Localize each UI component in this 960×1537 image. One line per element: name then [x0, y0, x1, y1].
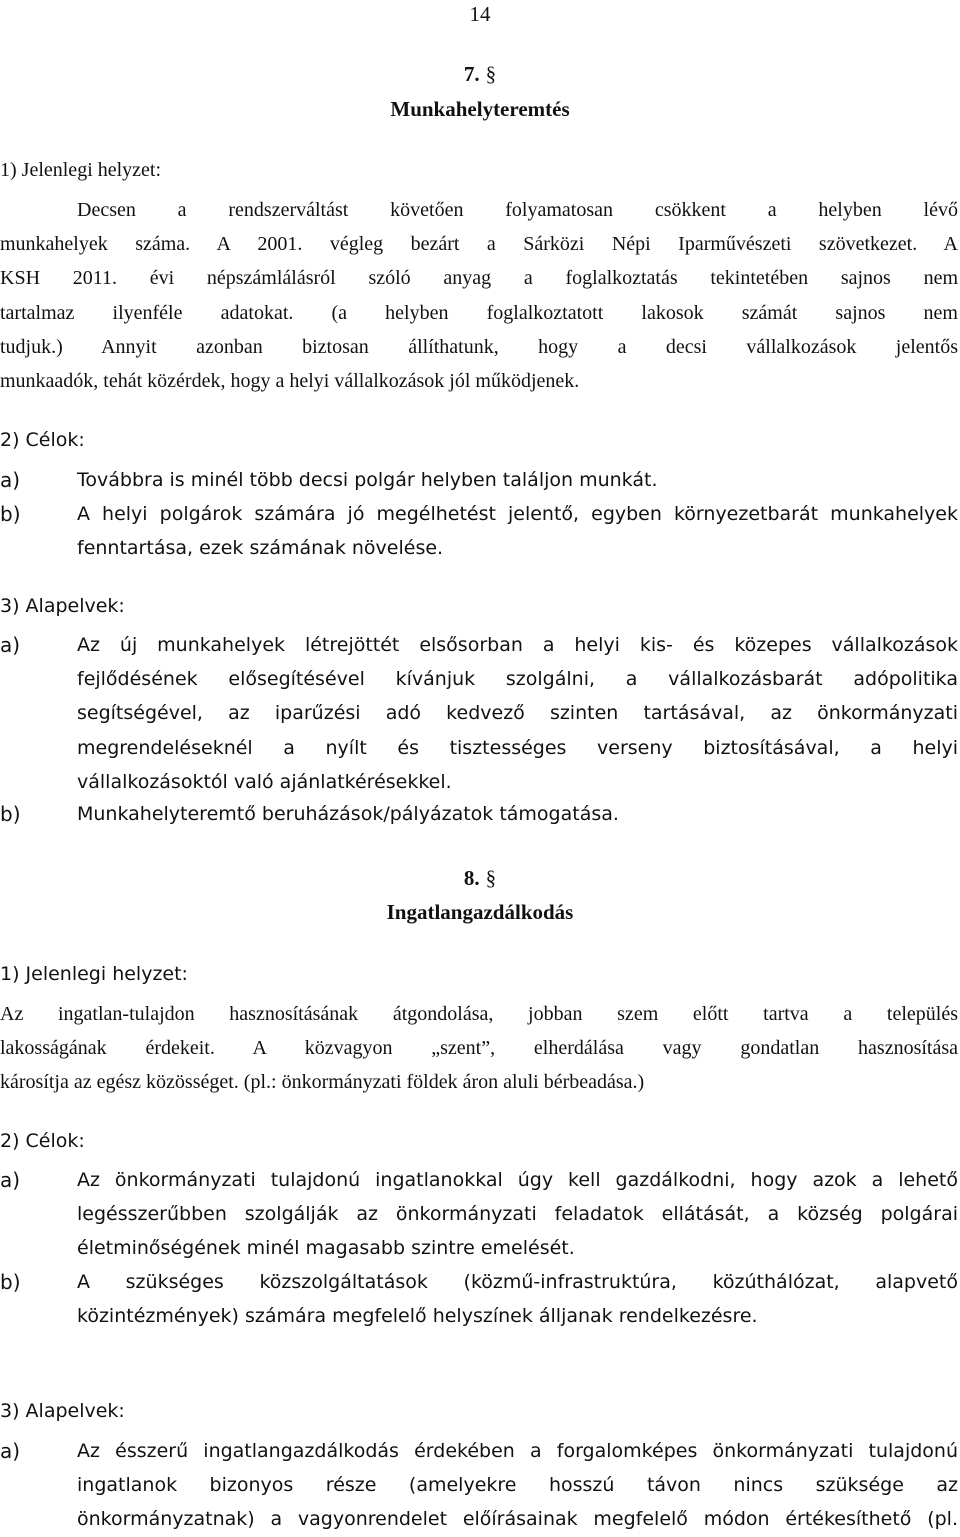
text-line: KSH 2011. évi népszámlálásról szóló anyag a foglalkoztatás tekintetében sajnos nem — [0, 267, 958, 290]
section-number-text: 8. — [463, 866, 480, 890]
text-line: önkormányzatnak) a vagyonrendelet előírásainak megfelelő módon értékesíthető (pl. — [77, 1508, 958, 1531]
list-item — [0, 463, 958, 497]
text-line: fenntartása, ezek számának növelése. — [77, 537, 444, 560]
text-line: A helyi polgárok számára jó megélhetést jelentő, egyben környezetbarát munkahelyek — [77, 503, 958, 525]
text-line: megrendeléseknél a nyílt és tisztességes verseny biztosításával, a helyi — [77, 736, 958, 759]
text-line: életminőségének minél magasabb szintre emelését. — [77, 1237, 575, 1260]
text-line: fejlődésének elősegítésével kívánjuk szolgálni, a vállalkozásbarát adópolitika — [77, 668, 958, 691]
text-line: A szükséges közszolgáltatások (közmű-infrastruktúra, közúthálózat, alapvető — [77, 1271, 958, 1293]
text-line: közintézmények) számára megfelelő helyszínek álljanak rendelkezésre. — [77, 1305, 758, 1328]
text-line: Az önkormányzati tulajdonú ingatlanokkal úgy kell gazdálkodni, hogy azok a lehető — [77, 1169, 958, 1191]
list-label: b) — [0, 502, 21, 526]
text-line: Munkahelyteremtő beruházások/pályázatok támogatása. — [77, 803, 619, 825]
heading-current-situation: 1) Jelenlegi helyzet: — [0, 963, 188, 985]
list-label: b) — [0, 1270, 21, 1294]
list-label: a) — [0, 633, 21, 657]
section-title: Munkahelyteremtés — [390, 97, 570, 121]
heading-goals: 2) Célok: — [0, 1130, 85, 1152]
heading-goals: 2) Célok: — [0, 429, 85, 451]
section-number — [0, 62, 960, 87]
text-line: Az ingatlan-tulajdon hasznosításának átgondolása, jobban szem előtt tartva a település — [0, 1003, 958, 1025]
list-item — [0, 1163, 958, 1266]
page-number: 14 — [469, 2, 491, 26]
text-line: munkaadók, tehát közérdek, hogy a helyi vállalkozások jól működjenek. — [0, 369, 580, 392]
paragraph-current-situation — [0, 193, 958, 398]
text-line: vállalkozásoktól való ajánlatkérésekkel. — [77, 770, 452, 793]
text-line: Továbbra is minél több decsi polgár helyben találjon munkát. — [77, 469, 658, 491]
list-label: a) — [0, 468, 21, 492]
heading-principles: 3) Alapelvek: — [0, 595, 125, 617]
list-label: b) — [0, 802, 21, 826]
list-item — [0, 1265, 958, 1333]
text-line: munkahelyek száma. A 2001. végleg bezárt a Sárközi Népi Iparművészeti szövetkezet. A — [0, 233, 958, 256]
list-label: a) — [0, 1168, 21, 1192]
list-item — [0, 1434, 958, 1537]
text-line: lakosságának érdekeit. A közvagyon „szent”, elherdálása vagy gondatlan hasznosítása — [0, 1037, 958, 1060]
heading-current-situation: 1) Jelenlegi helyzet: — [0, 159, 162, 181]
text-line: Decsen a rendszerváltást követően folyamatosan csökkent a helyben lévő — [77, 199, 958, 221]
section-symbol: § — [485, 866, 497, 890]
text-line: károsítja az egész közösséget. (pl.: önkormányzati földek áron aluli bérbeadása.) — [0, 1071, 645, 1094]
section-number — [0, 866, 960, 891]
text-line: segítségével, az iparűzési adó kedvező szinten tartásával, az önkormányzati — [77, 702, 958, 725]
text-line: tartalmaz ilyenféle adatokat. (a helyben foglalkoztatott lakosok számát sajnos nem — [0, 301, 958, 324]
list-item — [0, 797, 958, 831]
section-symbol: § — [485, 62, 497, 86]
heading-principles: 3) Alapelvek: — [0, 1400, 125, 1422]
text-line: tudjuk.) Annyit azonban biztosan állíthatunk, hogy a decsi vállalkozások jelentős — [0, 335, 958, 358]
list-item — [0, 628, 958, 799]
text-line: legésszerűbben szolgálják az önkormányzati feladatok ellátását, a község polgárai — [77, 1203, 958, 1226]
list-label: a) — [0, 1439, 21, 1463]
paragraph-current-situation — [0, 997, 958, 1100]
list-item — [0, 497, 958, 565]
text-line: ingatlanok bizonyos része (amelyekre hosszú távon nincs szüksége az — [77, 1474, 958, 1497]
text-line: Az ésszerű ingatlangazdálkodás érdekében a forgalomképes önkormányzati tulajdonú — [77, 1440, 958, 1462]
section-title: Ingatlangazdálkodás — [386, 900, 574, 924]
text-line: Az új munkahelyek létrejöttét elsősorban a helyi kis- és közepes vállalkozások — [77, 634, 958, 656]
section-number-text: 7. — [463, 62, 480, 86]
